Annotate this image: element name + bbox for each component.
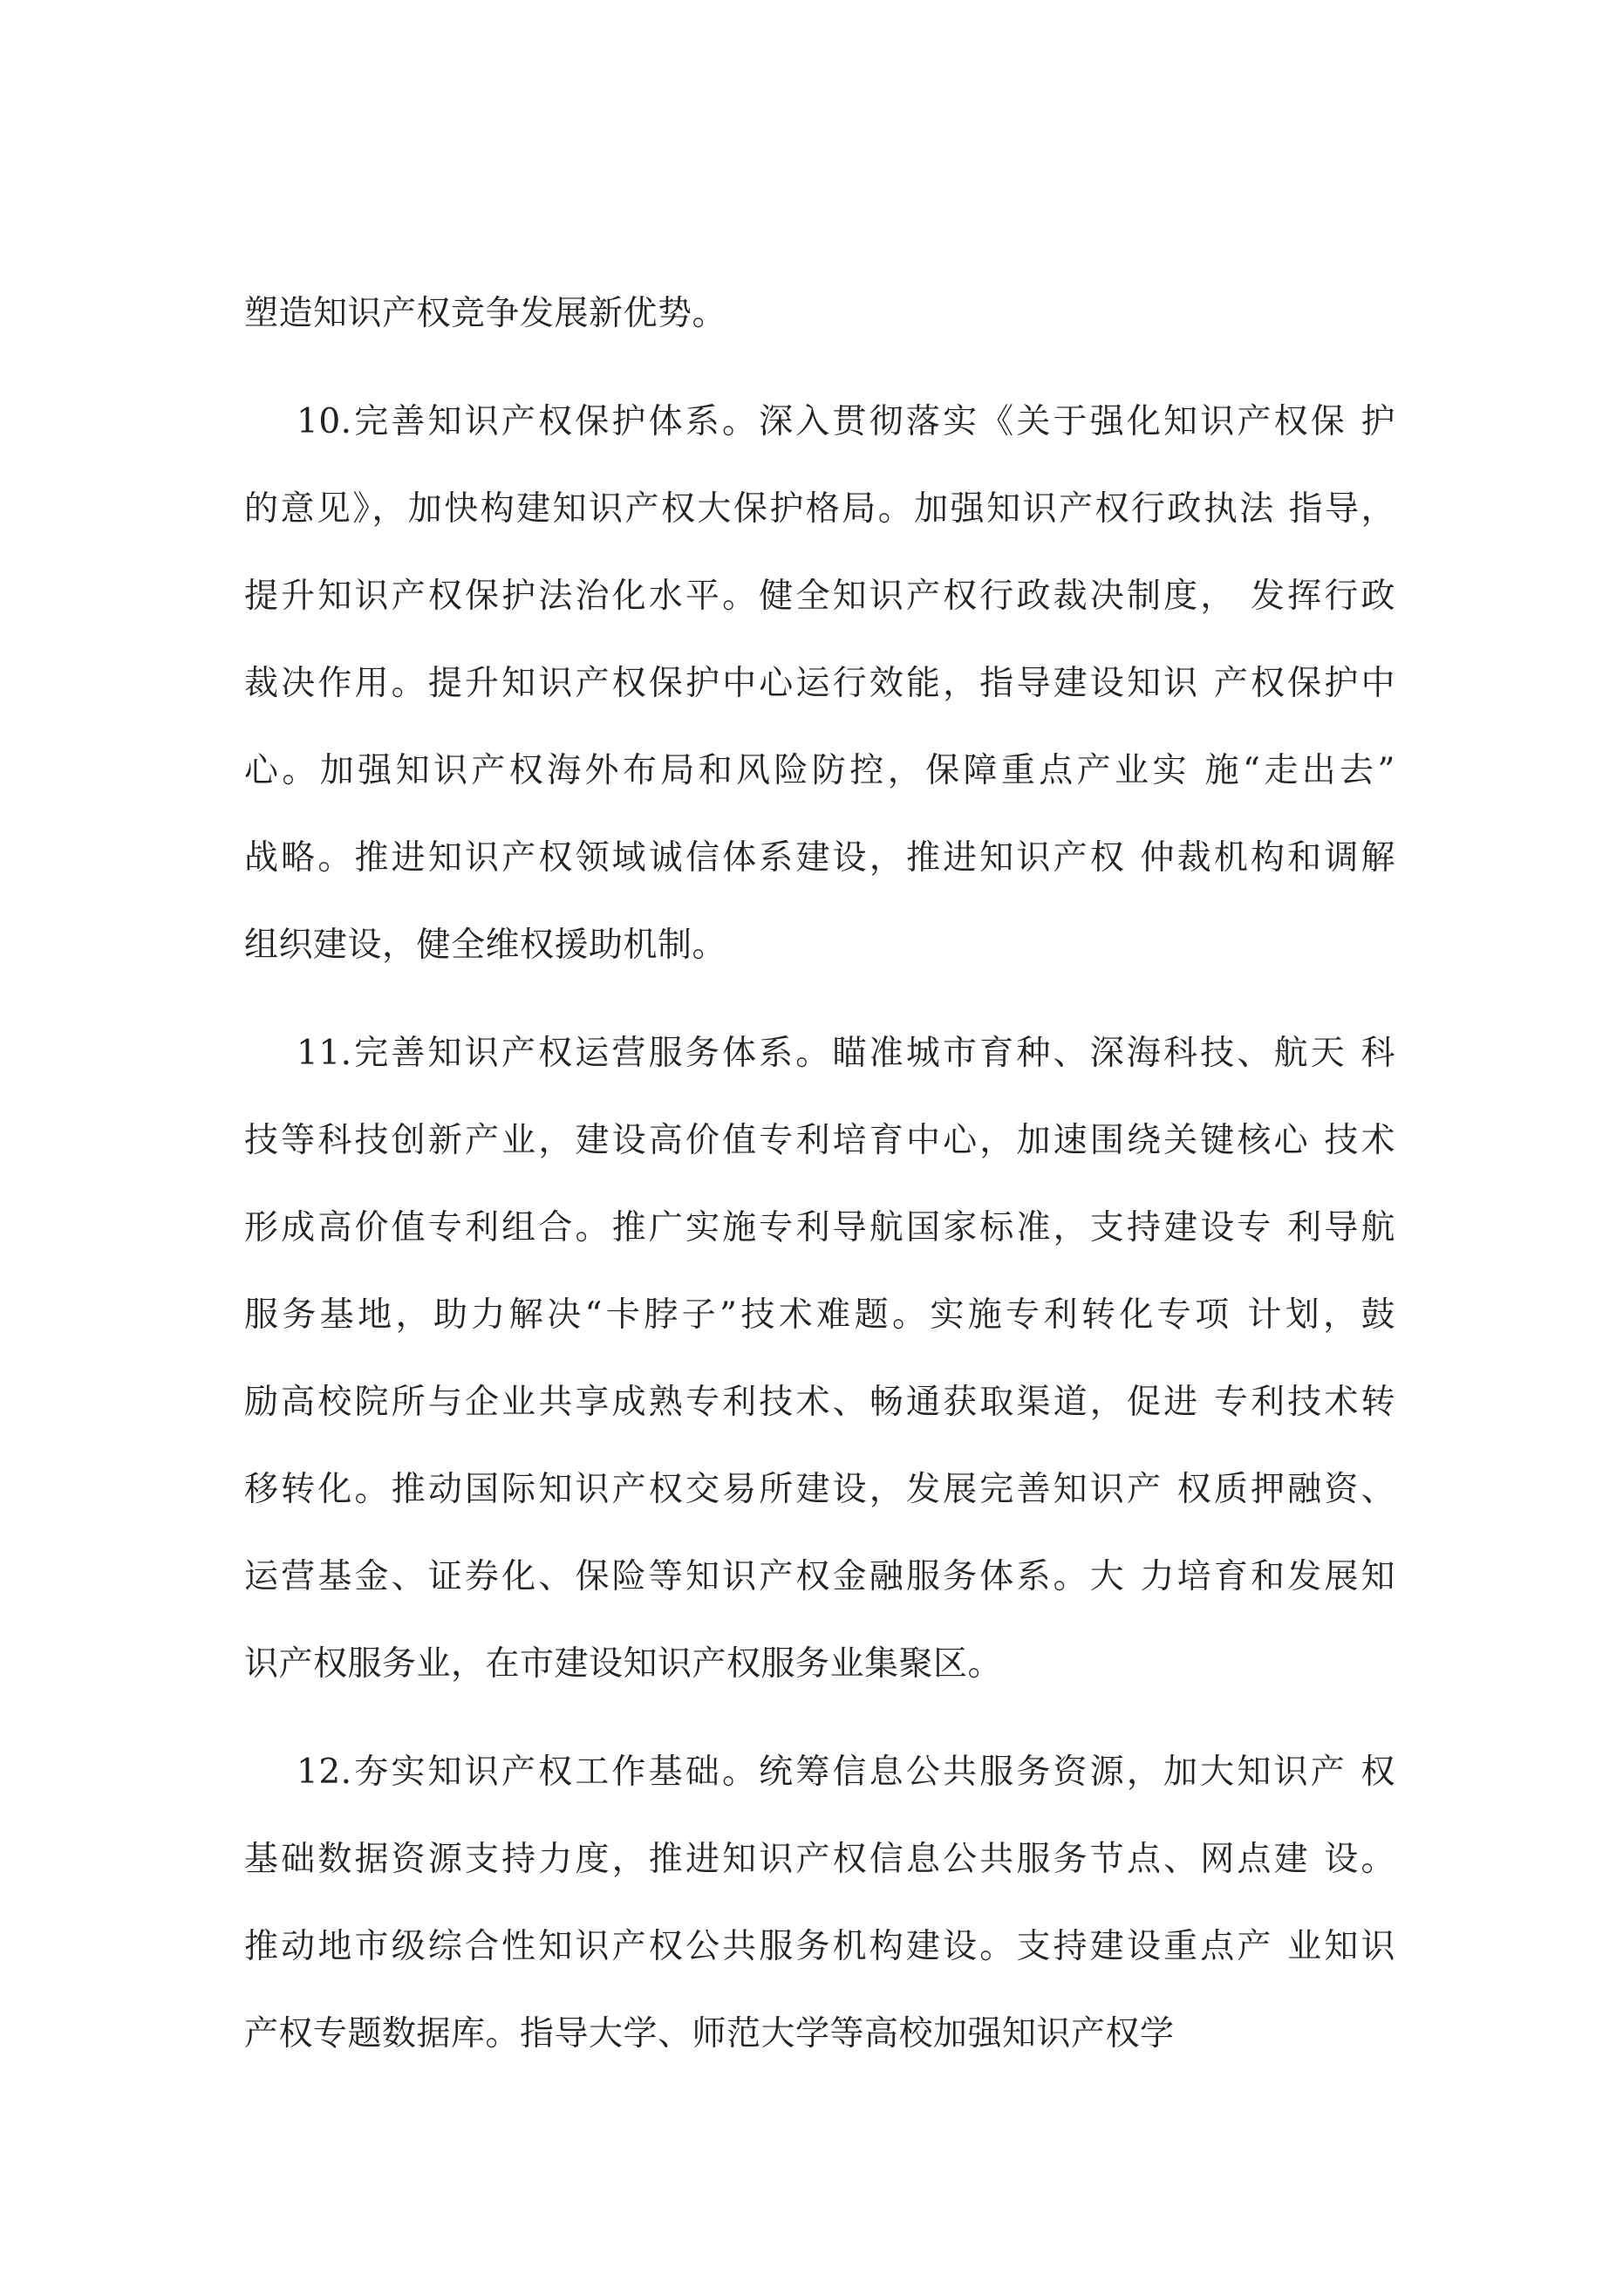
paragraph-12-heading-line: 12.夯实知识产权工作基础。统筹信息公共服务资源，加大知识产 权 xyxy=(297,1753,1395,1792)
text-line: 推动地市级综合性知识产权公共服务机构建设。支持建设重点产 业知识 xyxy=(244,1927,1395,1966)
text-line: 的意见》，加快构建知识产权大保护格局。加强知识产权行政执法 指导， xyxy=(244,489,1395,529)
text-line: 组织建设，健全维权援助机制。 xyxy=(244,926,727,965)
paragraph-10-heading-line: 10.完善知识产权保护体系。深入贯彻落实《关于强化知识产权保 护 xyxy=(297,402,1395,441)
text-line: 技等科技创新产业，建设高价值专利培育中心，加速围绕关键核心 技术 xyxy=(244,1121,1395,1160)
text-line: 塑造知识产权竞争发展新优势。 xyxy=(244,294,727,333)
text-line: 裁决作用。提升知识产权保护中心运行效能，指导建设知识 产权保护中 xyxy=(244,664,1395,703)
text-line: 移转化。推动国际知识产权交易所建设，发展完善知识产 权质押融资、 xyxy=(244,1470,1395,1509)
paragraph-11-heading-line: 11.完善知识产权运营服务体系。瞄准城市育种、深海科技、航天 科 xyxy=(297,1034,1395,1073)
text-line: 服务基地，助力解决“卡脖子”技术难题。实施专利转化专项 计划，鼓 xyxy=(244,1295,1395,1335)
text-line: 形成高价值专利组合。推广实施专利导航国家标准，支持建设专 利导航 xyxy=(244,1208,1395,1247)
text-line: 提升知识产权保护法治化水平。健全知识产权行政裁决制度， 发挥行政 xyxy=(244,577,1395,616)
text-line: 基础数据资源支持力度，推进知识产权信息公共服务节点、网点建 设。 xyxy=(244,1840,1395,1879)
text-line: 励高校院所与企业共享成熟专利技术、畅通获取渠道，促进 专利技术转 xyxy=(244,1383,1395,1422)
text-line: 运营基金、证券化、保险等知识产权金融服务体系。大 力培育和发展知 xyxy=(244,1557,1395,1596)
text-line: 战略。推进知识产权领域诚信体系建设，推进知识产权 仲裁机构和调解 xyxy=(244,838,1395,878)
text-line: 识产权服务业，在市建设知识产权服务业集聚区。 xyxy=(244,1644,1003,1684)
text-line: 心。加强知识产权海外布局和风险防控，保障重点产业实 施“走出去” xyxy=(244,751,1395,790)
text-line: 产权专题数据库。指导大学、师范大学等高校加强知识产权学 xyxy=(244,2014,1175,2053)
